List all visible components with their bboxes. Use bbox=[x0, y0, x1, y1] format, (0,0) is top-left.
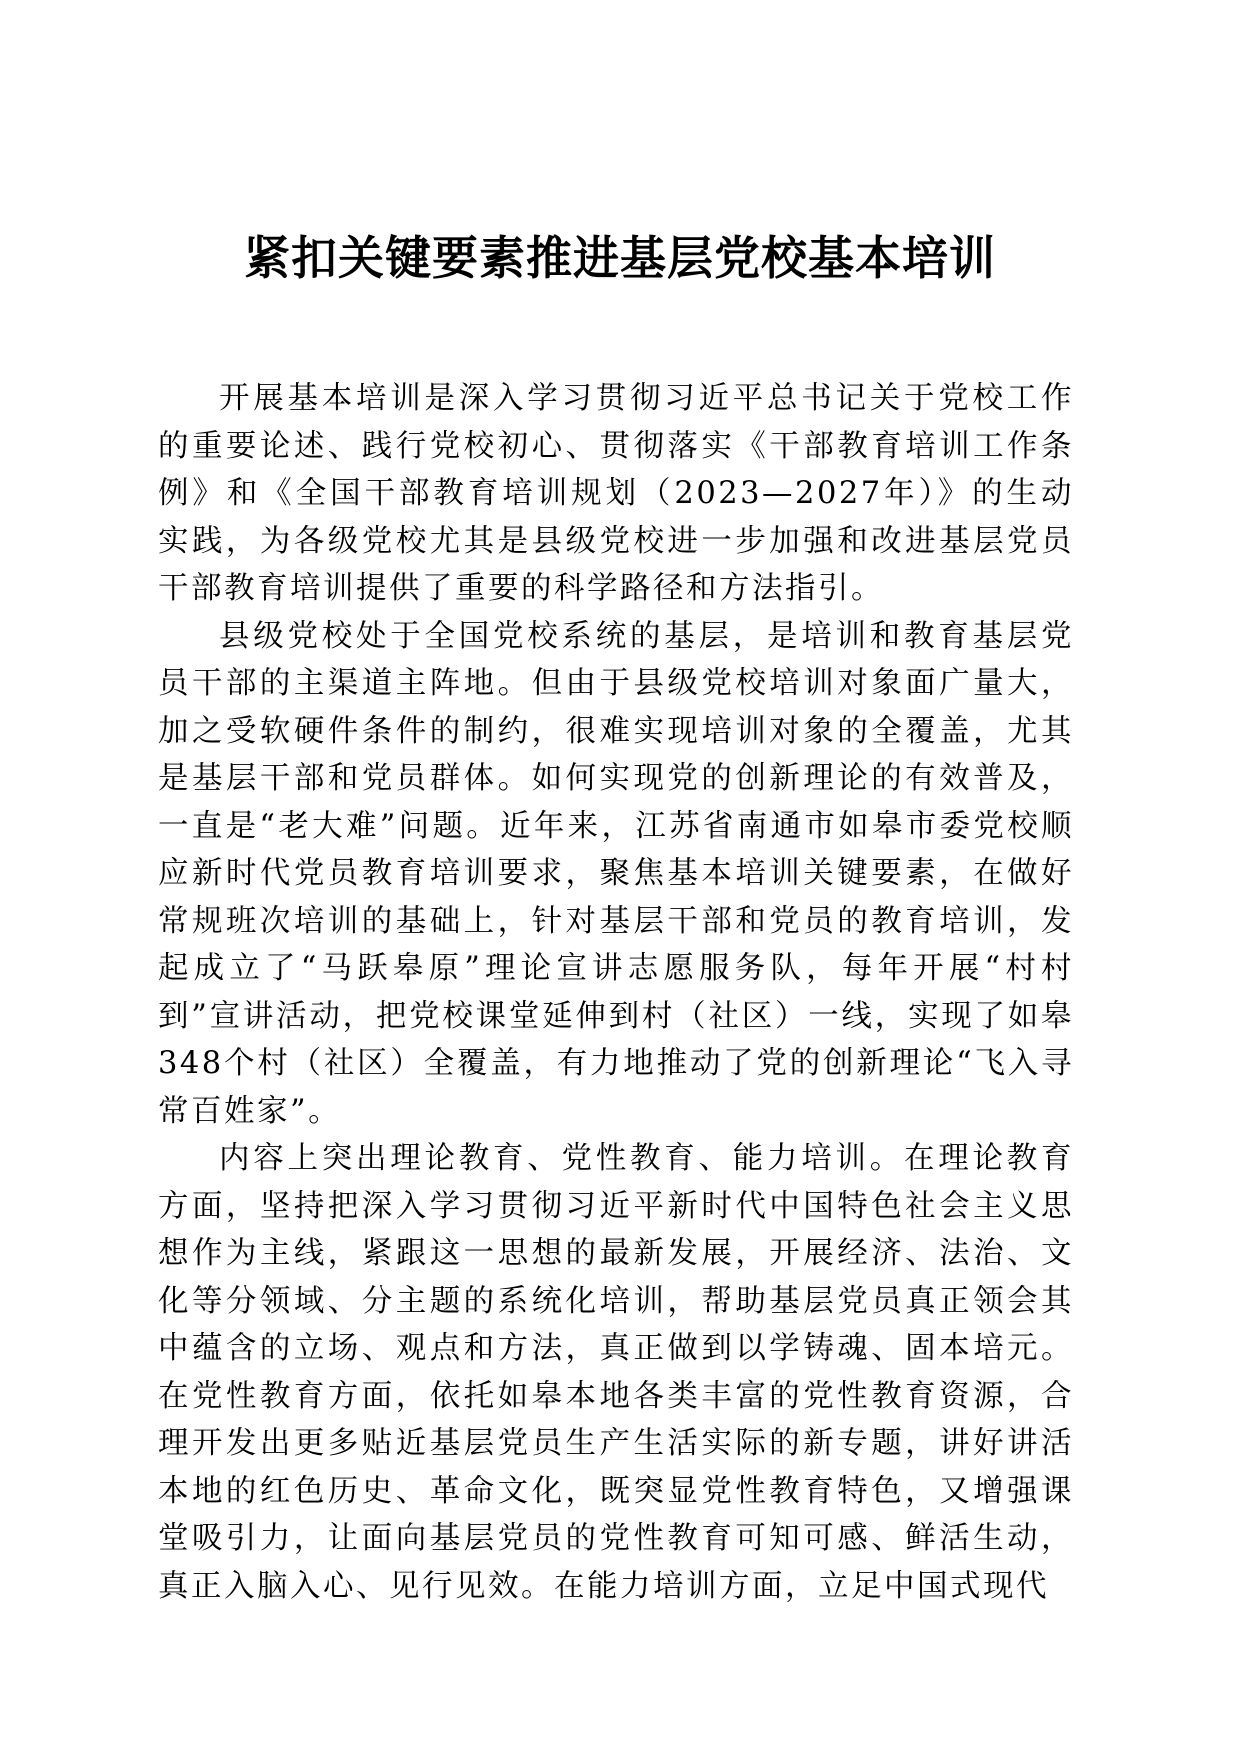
document-title: 紧扣关键要素推进基层党校基本培训 bbox=[244, 231, 996, 285]
document-body bbox=[158, 375, 1074, 1610]
paragraph-1: 开展基本培训是深入学习贯彻习近平总书记关于党校工作的重要论述、践行党校初心、贯彻落实《干部教育培训工作条例》和《全国干部教育培训规划（2023—2027年）》的生动实践，为各级党校尤其是县级党校进一步加强和改进基层党员干部教育培训提供了重要的科学路径和方法指引。 bbox=[158, 381, 1074, 606]
paragraph-3: 内容上突出理论教育、党性教育、能力培训。在理论教育方面，坚持把深入学习贯彻习近平新时代中国特色社会主义思想作为主线，紧跟这一思想的最新发展，开展经济、法治、文化等分领域、分主题的系统化培训，帮助基层党员真正领会其中蕴含的立场、观点和方法，真正做到以学铸魂、固本培元。在党性教育方面，依托如皋本地各类丰富的党性教育资源，合理开发出更多贴近基层党员生产生活实际的新专题，讲好讲活本地的红色历史、革命文化，既突显党性教育特色，又增强课堂吸引力，让面向基层党员的党性教育可知可感、鲜活生动，真正入脑入心、见行见效。在能力培训方面，立足中国式现代 bbox=[158, 1141, 1074, 1604]
paragraph-2: 县级党校处于全国党校系统的基层，是培训和教育基层党员干部的主渠道主阵地。但由于县级党校培训对象面广量大，加之受软硬件条件的制约，很难实现培训对象的全覆盖，尤其是基层干部和党员群体。如何实现党的创新理论的有效普及，一直是“老大难”问题。近年来，江苏省南通市如皋市委党校顺应新时代党员教育培训要求，聚焦基本培训关键要素，在做好常规班次培训的基础上，针对基层干部和党员的教育培训，发起成立了“马跃皋原”理论宣讲志愿服务队，每年开展“村村到”宣讲活动，把党校课堂延伸到村（社区）一线，实现了如皋348个村（社区）全覆盖，有力地推动了党的创新理论“飞入寻常百姓家”。 bbox=[158, 618, 1074, 1129]
